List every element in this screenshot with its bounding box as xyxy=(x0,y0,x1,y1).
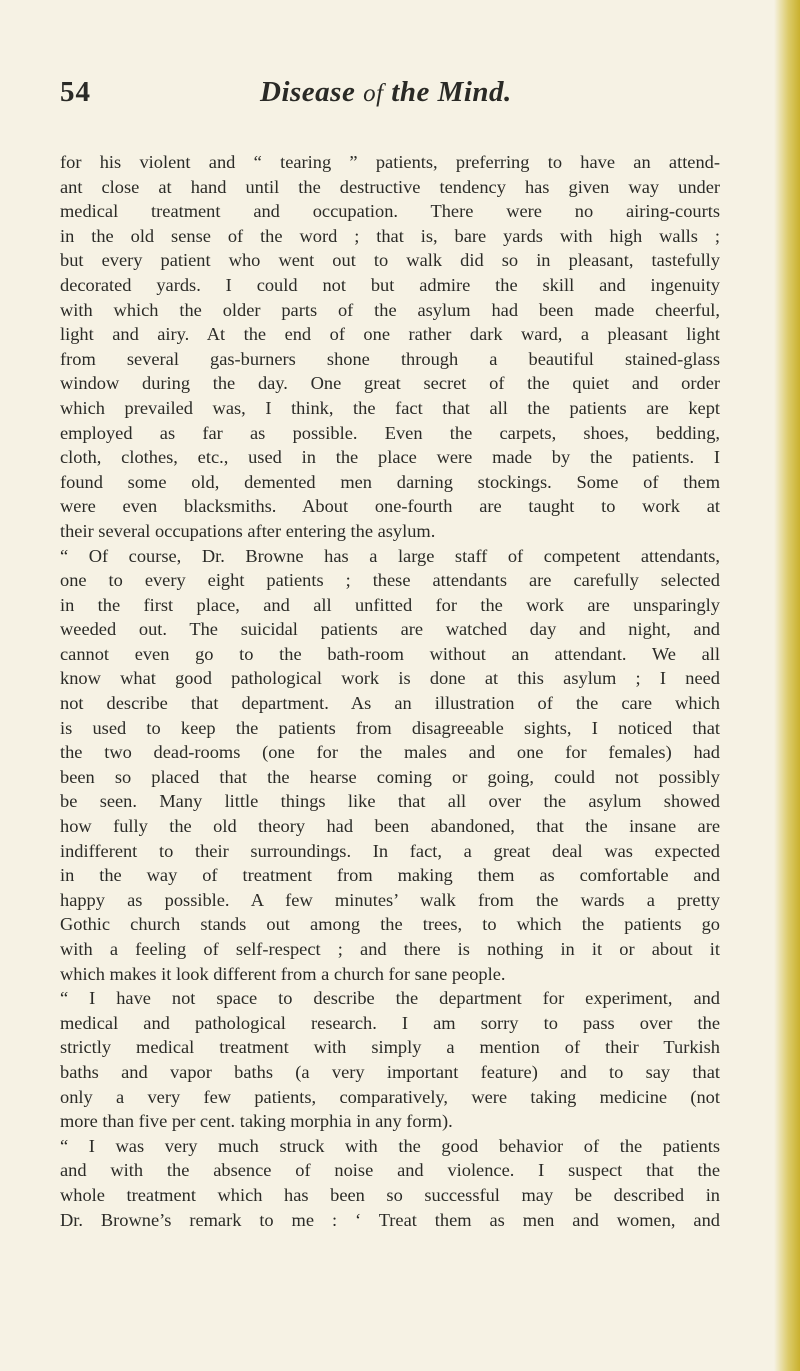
text-line: medical and pathological research. I am sorry to pass over the xyxy=(60,1012,720,1033)
text-line: more than five per cent. taking morphia in any form). xyxy=(60,1111,453,1132)
running-title-part-3: the Mind. xyxy=(391,76,512,108)
text-line: cannot even go to the bath-room without an attendant. We all xyxy=(60,643,720,664)
text-line: know what good pathological work is done at this asylum ; I need xyxy=(60,668,720,689)
text-line: for his violent and “ tearing ” patients, preferring to have an attend- xyxy=(60,152,720,172)
text-line: “ I have not space to describe the department for experiment, and xyxy=(60,988,720,1009)
page-number: 54 xyxy=(60,76,91,108)
text-line: but every patient who went out to walk did so in pleasant, tastefully xyxy=(60,250,720,271)
text-line: be seen. Many little things like that all over the asylum showed xyxy=(60,791,720,812)
text-line: baths and vapor baths (a very important feature) and to say that xyxy=(60,1061,720,1082)
text-line: from several gas-burners shone through a beautiful stained-glass xyxy=(60,348,720,369)
running-title-part-1: Disease xyxy=(260,76,356,108)
text-line: strictly medical treatment with simply a mention of their Turkish xyxy=(60,1037,720,1058)
text-line: how fully the old theory had been abandoned, that the insane are xyxy=(60,816,720,837)
text-line: in the old sense of the word ; that is, bare yards with high walls ; xyxy=(60,225,720,246)
running-title-part-2: of xyxy=(363,80,384,107)
text-line: found some old, demented men darning stockings. Some of them xyxy=(60,471,720,492)
text-line: were even blacksmiths. About one-fourth are taught to work at xyxy=(60,496,720,517)
text-line: which prevailed was, I think, the fact that all the patients are kept xyxy=(60,397,720,418)
text-line: weeded out. The suicidal patients are watched day and night, and xyxy=(60,619,720,640)
text-line: their several occupations after entering the asylum. xyxy=(60,520,436,541)
text-line: is used to keep the patients from disagreeable sights, I noticed that xyxy=(60,717,720,738)
text-line: with a feeling of self-respect ; and there is nothing in it or about it xyxy=(60,939,720,959)
text-line: Gothic church stands out among the trees, to which the patients go xyxy=(60,914,720,935)
text-line: which makes it look different from a church for sane people. xyxy=(60,963,506,984)
text-line: the two dead-rooms (one for the males and one for females) had xyxy=(60,742,720,763)
body-text xyxy=(60,150,720,1232)
text-line: window during the day. One great secret of the quiet and order xyxy=(60,373,720,394)
text-line: “ I was very much struck with the good behavior of the patients xyxy=(60,1135,720,1156)
text-line: decorated yards. I could not but admire the skill and ingenuity xyxy=(60,274,720,295)
running-header xyxy=(60,76,720,116)
text-line: and with the absence of noise and violence. I suspect that the xyxy=(60,1160,720,1181)
text-line: one to every eight patients ; these attendants are carefully selected xyxy=(60,570,720,591)
text-line: whole treatment which has been so successful may be described in xyxy=(60,1184,720,1205)
text-line: cloth, clothes, etc., used in the place were made by the patients. I xyxy=(60,447,720,468)
text-line: only a very few patients, comparatively, were taking medicine (not xyxy=(60,1086,720,1107)
text-line: indifferent to their surroundings. In fact, a great deal was expected xyxy=(60,840,720,861)
text-line: been so placed that the hearse coming or going, could not possibly xyxy=(60,766,720,787)
text-line: light and airy. At the end of one rather dark ward, a pleasant light xyxy=(60,324,720,345)
text-line: “ Of course, Dr. Browne has a large staff of competent attendants, xyxy=(60,545,720,566)
page-edge-discoloration xyxy=(774,0,800,1371)
text-line: happy as possible. A few minutes’ walk from the wards a pretty xyxy=(60,889,720,910)
text-line: ant close at hand until the destructive tendency has given way under xyxy=(60,176,720,197)
text-line: Dr. Browne’s remark to me : ‘ Treat them as men and women, and xyxy=(60,1209,720,1230)
running-title xyxy=(260,76,512,109)
text-line: medical treatment and occupation. There were no airing-courts xyxy=(60,201,720,222)
text-line: in the first place, and all unfitted for the work are unsparingly xyxy=(60,594,720,615)
text-line: with which the older parts of the asylum had been made cheerful, xyxy=(60,299,720,320)
text-line: employed as far as possible. Even the carpets, shoes, bedding, xyxy=(60,422,720,443)
text-line: not describe that department. As an illustration of the care which xyxy=(60,693,720,714)
text-line: in the way of treatment from making them as comfortable and xyxy=(60,865,720,886)
